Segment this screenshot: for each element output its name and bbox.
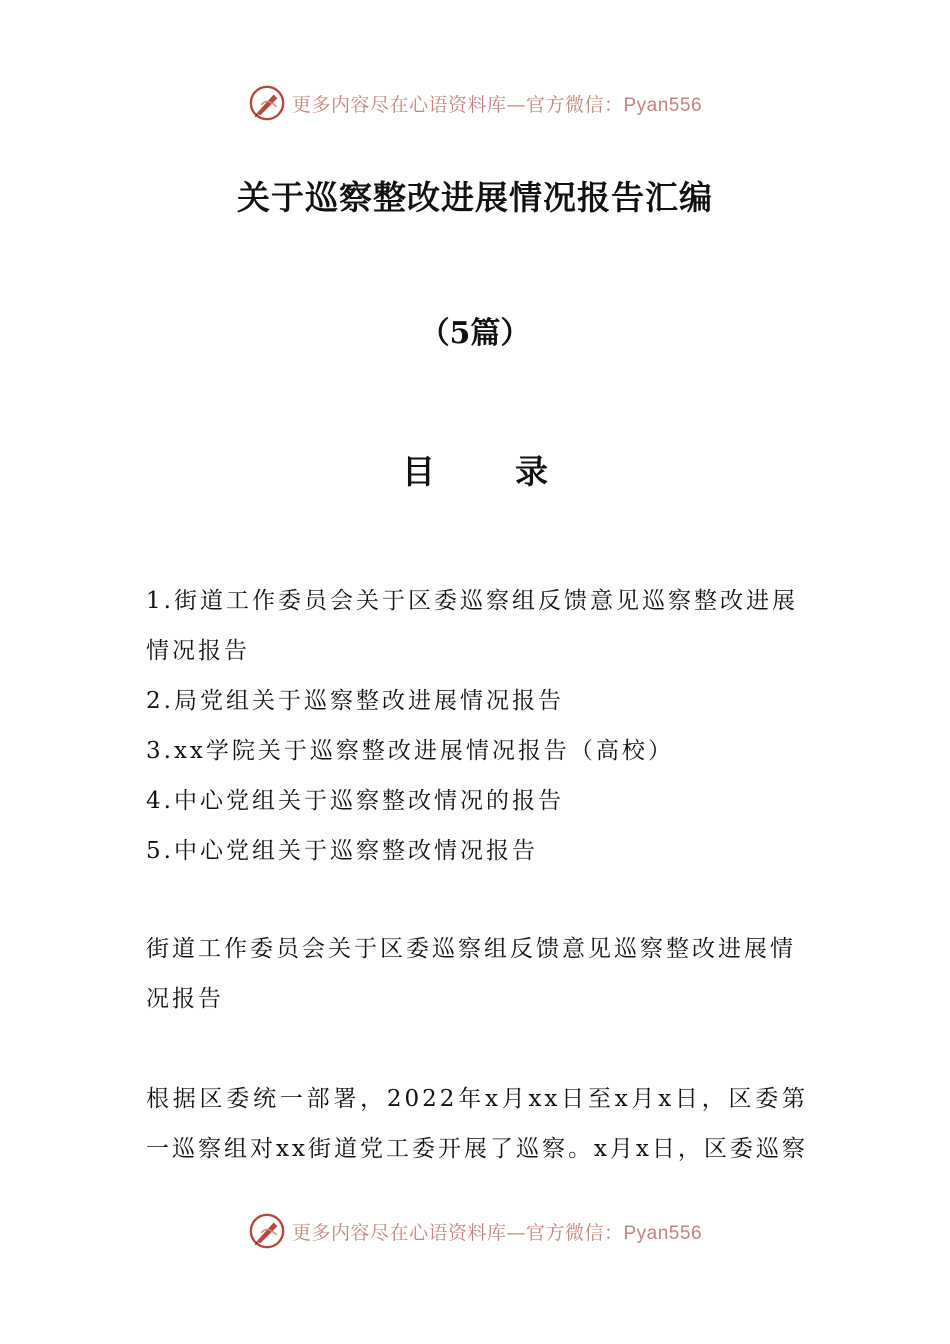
watermark-banner-bottom — [0, 1206, 950, 1256]
toc-heading: 目 录 — [402, 452, 548, 491]
pen-logo-icon — [248, 1212, 286, 1250]
section-title: 街道工作委员会关于区委巡察组反馈意见巡察整改进展情况报告 — [146, 936, 796, 1012]
toc-item: 1.街道工作委员会关于区委巡察组反馈意见巡察整改进展情况报告 — [146, 588, 798, 664]
toc-item: 5.中心党组关于巡察整改情况报告 — [146, 838, 538, 864]
toc-item: 2.局党组关于巡察整改进展情况报告 — [146, 688, 564, 714]
body-paragraph: 根据区委统一部署，2022年x月xx日至x月x日，区委第一巡察组对xx街道党工委开展了巡察。x月x日，区委巡察 — [146, 1086, 808, 1162]
document-subtitle: （5篇） — [419, 316, 531, 351]
watermark-text: 更多内容尽在心语资料库—官方微信：Pyan556 — [291, 93, 703, 116]
document-title: 关于巡察整改进展情况报告汇编 — [237, 178, 713, 217]
table-of-contents — [146, 576, 808, 876]
toc-item: 3.xx学院关于巡察整改进展情况报告（高校） — [146, 738, 674, 764]
pen-logo-icon — [248, 84, 286, 122]
watermark-banner-top — [0, 78, 950, 128]
toc-item: 4.中心党组关于巡察整改情况的报告 — [146, 788, 564, 814]
watermark-text: 更多内容尽在心语资料库—官方微信：Pyan556 — [291, 1221, 703, 1244]
